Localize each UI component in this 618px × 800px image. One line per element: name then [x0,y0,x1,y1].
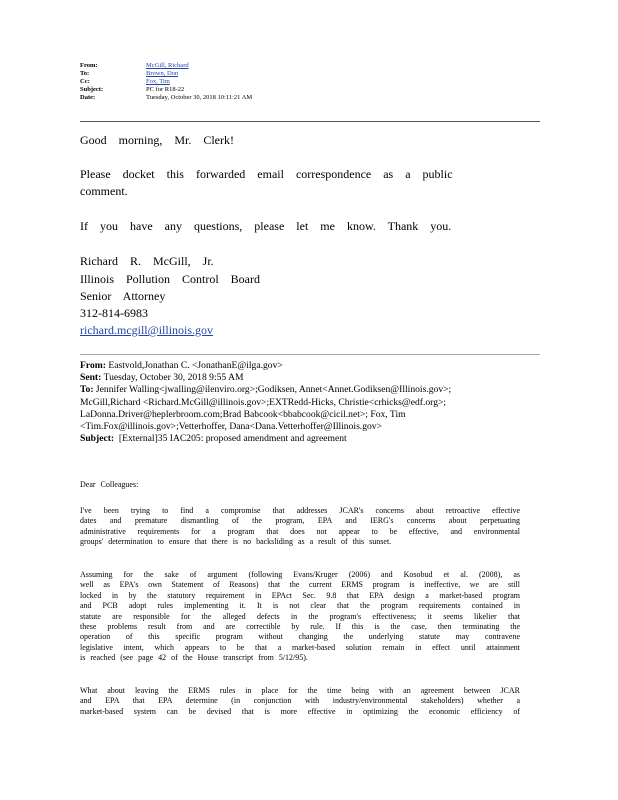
p1-line: administrative requirements for a program that does not appear to be effective, and environmental [80,526,520,536]
p3-line: market-based system can be devised that is more effective in optimizing the economic efficiency of [80,706,520,716]
request-line-2: comment. [80,184,128,198]
from-label: From: [80,62,98,69]
request-line-1: Please docket this forwarded email correspondence as a public [80,167,453,181]
paragraph-2 [80,570,520,664]
p2-line: statute are responsible for the alleged defects in the program's effectiveness; it seems likelier that [80,611,520,621]
signature-email-wrap [80,322,213,338]
fwd-subject-row [80,433,540,445]
fwd-from-label: From: [80,360,106,371]
fwd-to-label: To: [80,384,94,396]
p3-line: What about leaving the ERMS rules in place for the time being with an agreement between JCAR [80,686,520,695]
signature-name: Richard R. McGill, Jr. [80,254,214,268]
email-header [80,62,380,102]
signature-org: Illinois Pollution Control Board [80,272,261,286]
p2-line: well as EPA's own Statement of Reasons) that the current ERMS program is ineffective, we are still [80,580,520,590]
subject-label: Subject: [80,86,104,93]
fwd-to-line-4: <Tim.Fox@illinois.gov>;Vetterhoffer, Dana<Dana.Vetterhoffer@Illinois.gov> [80,421,383,433]
fwd-to-row [80,384,540,396]
closing-line: If you have any questions, please let me know. Thank you. [80,219,452,233]
signature-title: Senior Attorney [80,289,166,303]
cc-label: Cc: [80,78,90,85]
header-divider [80,121,540,122]
header-from-row [80,62,380,70]
fwd-sent-value: Tuesday, October 30, 2018 9:55 AM [103,372,244,384]
paragraph-1 [80,506,520,548]
forward-divider [80,354,540,355]
p3-line: and EPA that EPA determine (in conjunction with industry/environmental stakeholders) whether a [80,696,520,706]
p2-line: operation of this specific program without changing the underlying statute may contravene [80,632,520,642]
fwd-subject-value: [External]35 IAC205: proposed amendment and agreement [118,433,347,445]
salutation [80,480,520,490]
subject-value: PC for R18-22 [146,86,185,93]
fwd-sent-row [80,372,540,384]
salutation-text: Dear Colleagues: [80,480,139,489]
fwd-to-line-1: Jennifer Walling<jwalling@ilenviro.org>;Godiksen, Annet<Annet.Godiksen@Illinois.gov>; [95,384,452,396]
p2-line: is reached (see page 42 of the House transcript from 5/12/95). [80,653,308,663]
p2-line: Assuming for the sake of argument (following Evans/Kruger (2006) and Kosobud et al. (2008), as [80,570,520,579]
from-value[interactable]: McGill, Richard [146,62,189,69]
header-cc-row [80,78,380,86]
header-to-row [80,70,380,78]
fwd-subject-label: Subject: [80,433,115,445]
header-date-row [80,94,380,102]
to-label: To: [80,70,90,77]
fwd-sent-label: Sent: [80,372,102,384]
date-label: Date: [80,94,96,101]
p2-line: these problems result from and are correctible by rule. If this is the case, then terminating the [80,622,520,632]
date-value: Tuesday, October 30, 2018 10:11:21 AM [146,94,253,101]
fwd-to-line-3: LaDonna.Driver@heplerbroom.com;Brad Babcook<bbabcook@cicil.net>; Fox, Tim [80,408,406,420]
p2-line: and PCB adopt rules implementing it. It is not clear that the program requirements contained in [80,601,520,611]
signature-email-link[interactable]: richard.mcgill@illinois.gov [80,323,214,337]
fwd-to-line-2: McGill,Richard <Richard.McGill@illinois.gov>;EXTRedd-Hicks, Christie<crhicks@edf.org>; [80,396,447,408]
header-subject-row [80,86,380,94]
greeting: Good morning, Mr. Clerk! [80,133,234,147]
p1-line: groups' determination to ensure that there is no backsliding as a result of this sunset. [80,537,392,547]
fwd-from-row [80,360,540,372]
cc-value[interactable]: Fox, Tim [146,78,170,85]
fwd-from-value: Eastvold,Jonathan C. <JonathanE@ilga.gov> [108,360,283,371]
paragraph-3 [80,686,520,717]
to-value[interactable]: Brown, Don [146,70,179,77]
p2-line: locked in by the statutory requirement in EPAct Sec. 9.8 that EPA design a market-based program [80,590,520,600]
p2-line: legislative intent, which appears to be that a market-based solution remain in effect until attainment [80,642,520,652]
p1-line: dates and premature dismantling of the program, EPA and IERG's concerns about perpetuating [80,516,520,526]
p1-line: I've been trying to find a compromise that addresses JCAR's concerns about retroactive effective [80,506,520,515]
forwarded-header [80,360,540,445]
signature-phone: 312-814-6983 [80,306,148,320]
